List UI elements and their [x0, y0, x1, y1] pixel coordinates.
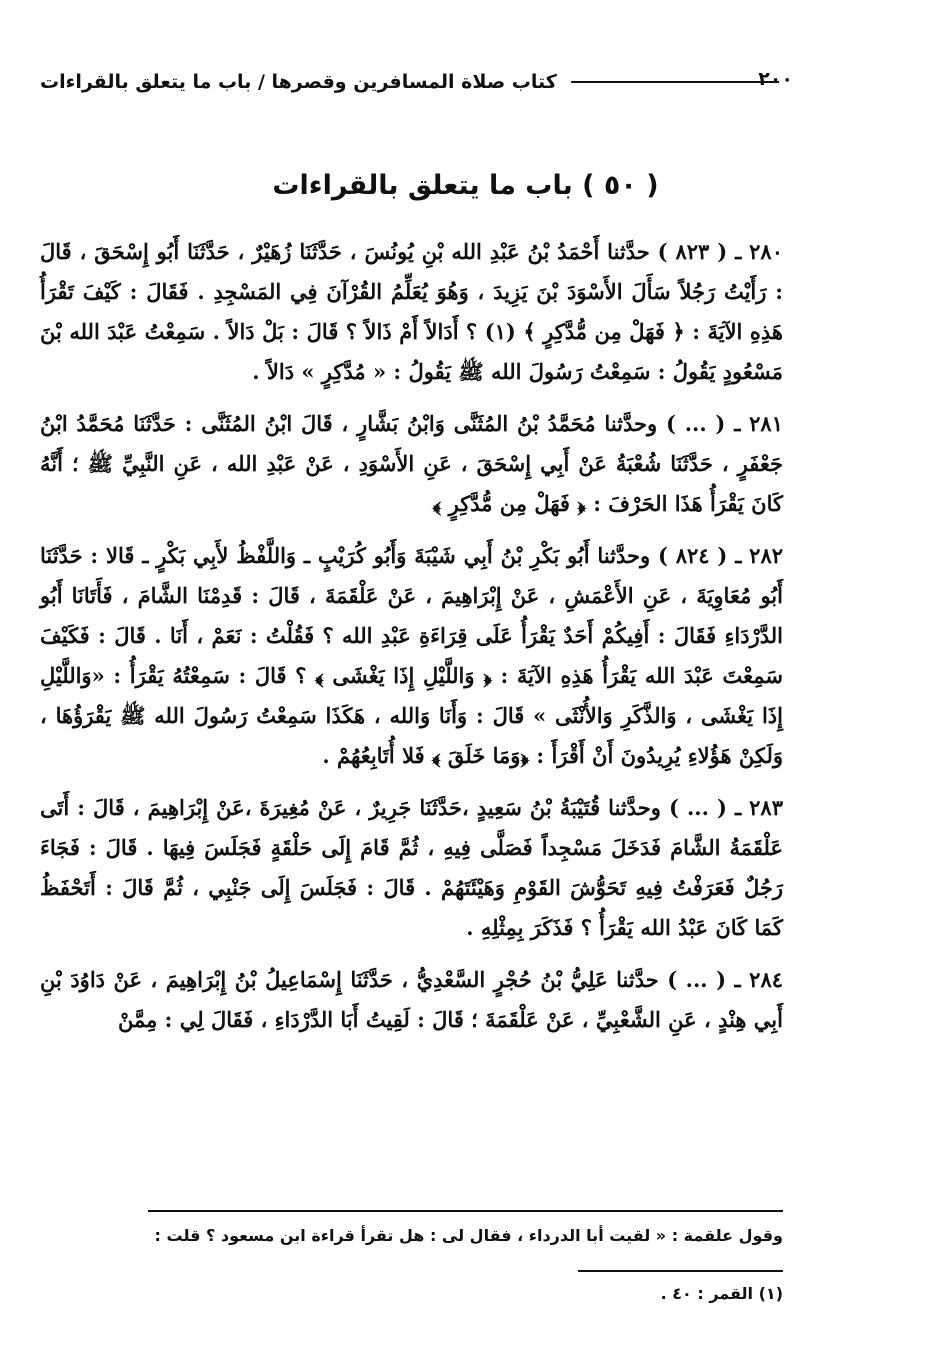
page-number: ٢٠٠: [758, 68, 793, 90]
header-title: كتاب صلاة المسافرين وقصرها / باب ما يتعلق بالقراءات: [40, 71, 557, 93]
commentary-line: وقول علقمة : « لقيت أبا الدرداء ، فقال لى : هل تقرأ قراءة ابن مسعود ؟ قلت :: [154, 1226, 783, 1245]
hadith-number: ٢٨٤ ـ: [734, 967, 784, 992]
chapter-title: ( ٥٠ ) باب ما يتعلق بالقراءات: [272, 170, 659, 201]
footnotes-area: [148, 1210, 783, 1308]
footnote-1: (١) القمر : ٤٠ .: [660, 1284, 783, 1303]
hadith-text: ( ٨٢٣ ) حدَّثنا أَحْمَدُ بْنُ عَبْدِ الله بْنِ يُونُسَ ، حَدَّثَنَا زُهَيْرٌ ، حَدَّثَنَا أَبُو إِسْحَقَ ، قَالَ : رَأَيْتُ رَجُلاً سَأَلَ الأَسْوَدَ بْنَ يَزِيدَ ، وَهُوَ يُعَلِّمُ القُرْآنَ فِي المَسْجِدِ . فَقَالَ : كَيْفَ تَقْرَأُ هَذِهِ الآيَةَ : ﴿ فَهَلْ مِن مُّدَّكِرٍ ﴾ (١) ؟ أَدَالاً أَمْ ذَالاً ؟ قَالَ : بَلْ دَالاً . سَمِعْتُ عَبْدَ الله بْنَ مَسْعُودٍ يَقُولُ : سَمِعْتُ رَسُولَ الله ﷺ يَقُولُ : « مُدَّكِرٍ » دَالاً .: [40, 239, 783, 384]
footnote-rule: [578, 1270, 783, 1272]
hadith-number: ٢٨٠ ـ: [735, 239, 783, 264]
hadith-280: [40, 232, 783, 392]
header-rule: [571, 81, 779, 83]
hadith-text: ( ... ) وحدَّثنا مُحَمَّدُ بْنُ المُثَنَّى وَابْنُ بَشَّارٍ ، قَالَ ابْنُ المُثَنَّى : حَدَّثَنَا مُحَمَّدُ ابْنُ جَعْفَرٍ ، حَدَّثَنَا شُعْبَةُ عَنْ أَبِي إِسْحَقَ ، عَنِ الأَسْوَدِ ، عَنْ عَبْدِ الله ، عَنِ النَّبِيِّ ﷺ ؛ أَنَّهُ كَانَ يَقْرَأُ هَذَا الحَرْفَ : ﴿ فَهَلْ مِن مُّدَّكِرٍ ﴾: [40, 411, 783, 516]
hadith-284: [40, 960, 783, 1040]
hadith-number: ٢٨١ ـ: [734, 411, 783, 436]
hadith-281: [40, 404, 783, 524]
hadith-text: ( ... ) وحدَّثنا قُتَيْبَةُ بْنُ سَعِيدٍ ،حَدَّثَنَا جَرِيرٌ ، عَنْ مُغِيرَةَ ،عَنْ إِبْرَاهِيمَ ، قَالَ : أَتَى عَلْقَمَةُ الشَّامَ فَدَخَلَ مَسْجِداً فَصَلَّى فِيهِ ، ثُمَّ قَامَ إِلَى حَلْقَةٍ فَجَلَسَ فِيهَا . قَالَ : فَجَاءَ رَجُلٌ فَعَرَفْتُ فِيهِ تَحَوُّشَ القَوْمِ وَهَيْئَتَهُمْ . قَالَ : فَجَلَسَ إِلَى جَنْبِي ، ثُمَّ قَالَ : أَتَحْفَظُ كَمَا كَانَ عَبْدُ الله يَقْرَأُ ؟ فَذَكَرَ بِمِثْلِهِ .: [40, 795, 783, 940]
hadith-body: [40, 232, 783, 1052]
hadith-text: ( ٨٢٤ ) وحدَّثنا أَبُو بَكْرِ بْنُ أَبِي شَيْبَةَ وَأَبُو كُرَيْبٍ ـ وَاللَّفْظُ لأَبِي بَكْرٍ ـ قَالا : حَدَّثَنَا أَبُو مُعَاوِيَةَ ، عَنِ الأَعْمَشِ ، عَنْ إِبْرَاهِيمَ ، عَنْ عَلْقَمَةَ ، قَالَ : قَدِمْنَا الشَّامَ ، فَأَتَانَا أَبُو الدَّرْدَاءِ فَقَالَ : أَفِيكُمْ أَحَدٌ يَقْرَأُ عَلَى قِرَاءَةِ عَبْدِ الله ؟ فَقُلْتُ : نَعَمْ ، أَنَا . قَالَ : فَكَيْفَ سَمِعْتَ عَبْدَ الله يَقْرَأُ هَذِهِ الآيَةَ : ﴿ وَاللَّيْلِ إِذَا يَغْشَى ﴾ ؟ قَالَ : سَمِعْتُهُ يَقْرَأُ : «وَاللَّيْلِ إِذَا يَغْشَى ، وَالذَّكَرِ وَالأُنْثَى » قَالَ : وَأَنَا وَالله ، هَكَذَا سَمِعْتُ رَسُولَ الله ﷺ يَقْرَؤُهَا ، وَلَكِنْ هَؤُلاءِ يُرِيدُونَ أَنْ أَقْرَأَ : ﴿وَمَا خَلَقَ ﴾ فَلا أُتَابِعُهُمْ .: [40, 543, 783, 768]
commentary-rule: [148, 1210, 783, 1212]
hadith-282: [40, 536, 783, 776]
running-header: [40, 64, 793, 100]
hadith-text: ( ... ) حدَّثنا عَلِيُّ بْنُ حُجْرٍ السَّعْدِيُّ ، حَدَّثَنَا إِسْمَاعِيلُ بْنُ إِبْرَاهِيمَ ، عَنْ دَاوُدَ بْنِ أَبِي هِنْدٍ ، عَنِ الشَّعْبِيِّ ، عَنْ عَلْقَمَةَ ؛ قَالَ : لَقِيتُ أَبَا الدَّرْدَاءِ ، فَقَالَ لِي : مِمَّنْ: [40, 967, 783, 1032]
hadith-number: ٢٨٢ ـ: [735, 543, 784, 568]
hadith-283: [40, 788, 783, 948]
hadith-number: ٢٨٣ ـ: [734, 795, 783, 820]
